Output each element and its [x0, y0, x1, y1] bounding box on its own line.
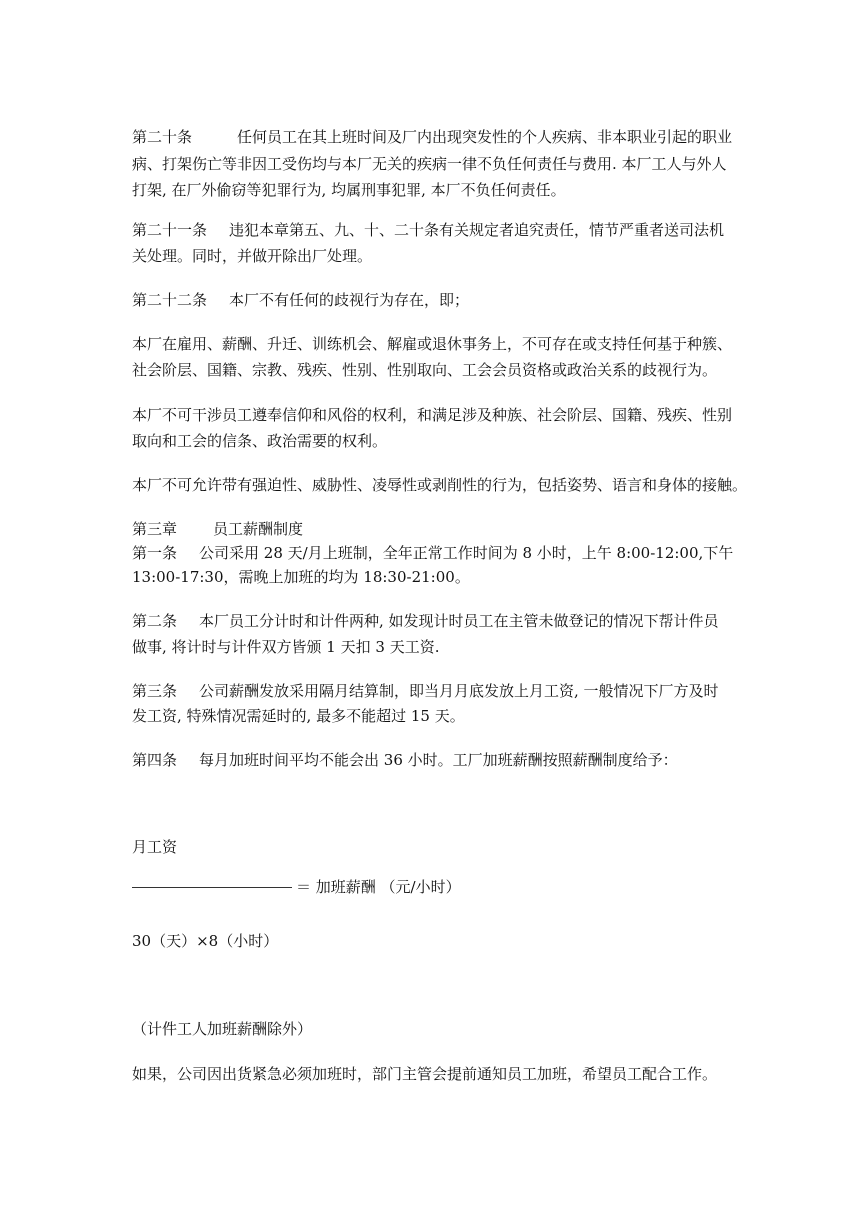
c3-article-3-label: 第三条 — [132, 682, 178, 700]
paragraph-3-line-1: 本厂不可允许带有强迫性、威胁性、凌辱性或剥削性的行为，包括姿势、语言和身体的接触。 — [132, 476, 748, 494]
chapter-3-label: 第三章 — [132, 520, 178, 538]
paragraph-2-line-2: 取向和工会的信条、政治需要的权利。 — [132, 432, 388, 450]
article-22-line — [132, 289, 469, 311]
c3-article-2-label: 第二条 — [132, 612, 178, 630]
article-20-text-1: 任何员工在其上班时间及厂内出现突发性的个人疾病、非本职业引起的职业 — [237, 128, 733, 146]
c3-article-2-text-1: 本厂员工分计时和计件两种, 如发现计时员工在主管未做登记的情况下帮计件员 — [199, 612, 719, 630]
formula-result: ＝ 加班薪酬 （元/小时） — [296, 878, 461, 896]
article-20-label: 第二十条 — [132, 128, 193, 146]
paragraph-2-line-1: 本厂不可干涉员工遵奉信仰和风俗的权利，和满足涉及种族、社会阶层、国籍、残疾、性别 — [132, 406, 733, 424]
article-21-line-2: 关处理。同时，并做开除出厂处理。 — [132, 247, 373, 265]
c3-article-3-text-1: 公司薪酬发放采用隔月结算制，即当月月底发放上月工资, 一般情况下厂方及时 — [199, 682, 719, 700]
c3-article-4-text: 每月加班时间平均不能会出 36 小时。工厂加班薪酬按照薪酬制度给予： — [199, 751, 678, 769]
c3-article-1-label: 第一条 — [132, 544, 178, 562]
article-21-label: 第二十一条 — [132, 221, 208, 239]
article-20-line-3: 打架, 在厂外偷窃等犯罪行为, 均属刑事犯罪, 本厂不负任何责任。 — [132, 181, 566, 199]
article-20-line-2: 病、打架伤亡等非因工受伤均与本厂无关的疾病一律不负任何责任与费用. 本厂工人与外人 — [132, 155, 727, 173]
article-21-text-1: 违犯本章第五、九、十、二十条有关规定者追究责任，情节严重者送司法机 — [229, 221, 725, 239]
chapter-3-title: 员工薪酬制度 — [213, 520, 304, 538]
c3-article-1-line-2: 13:00-17:30，需晚上加班的均为 18:30-21:00。 — [132, 568, 470, 586]
c3-article-1-line-1 — [132, 542, 733, 564]
c3-article-2-line-2: 做事, 将计时与计件双方皆颁 1 天扣 3 天工资. — [132, 638, 440, 656]
article-21-line-1 — [132, 219, 724, 241]
article-22-label: 第二十二条 — [132, 291, 208, 309]
c3-article-3-line-2: 发工资, 特殊情况需延时的, 最多不能超过 15 天。 — [132, 707, 465, 725]
c3-article-4-label: 第四条 — [132, 751, 178, 769]
c3-article-2-line-1 — [132, 610, 719, 632]
piecework-note: （计件工人加班薪酬除外） — [132, 1020, 313, 1038]
c3-article-1-text-1: 公司采用 28 天/月上班制，全年正常工作时间为 8 小时，上午 8:00-12:00,下午 — [199, 544, 734, 562]
c3-article-4-line — [132, 749, 678, 771]
article-22-text: 本厂不有任何的歧视行为存在，即； — [229, 291, 470, 309]
formula-denominator: 30（天）×8（小时） — [132, 932, 279, 950]
formula-numerator: 月工资 — [132, 838, 178, 856]
c3-article-3-line-1 — [132, 680, 719, 702]
paragraph-1-line-1: 本厂在雇用、薪酬、升迁、训练机会、解雇或退休事务上，不可存在或支持任何基于种簇、 — [132, 335, 733, 353]
chapter-3-heading — [132, 518, 303, 540]
paragraph-1-line-2: 社会阶层、国籍、宗教、残疾、性别、性别取向、工会会员资格或政治关系的歧视行为。 — [132, 361, 718, 379]
article-20-line-1 — [132, 126, 732, 148]
formula-fraction-line — [132, 887, 292, 888]
closing-paragraph: 如果，公司因出货紧急必须加班时，部门主管会提前通知员工加班，希望员工配合工作。 — [132, 1065, 718, 1083]
